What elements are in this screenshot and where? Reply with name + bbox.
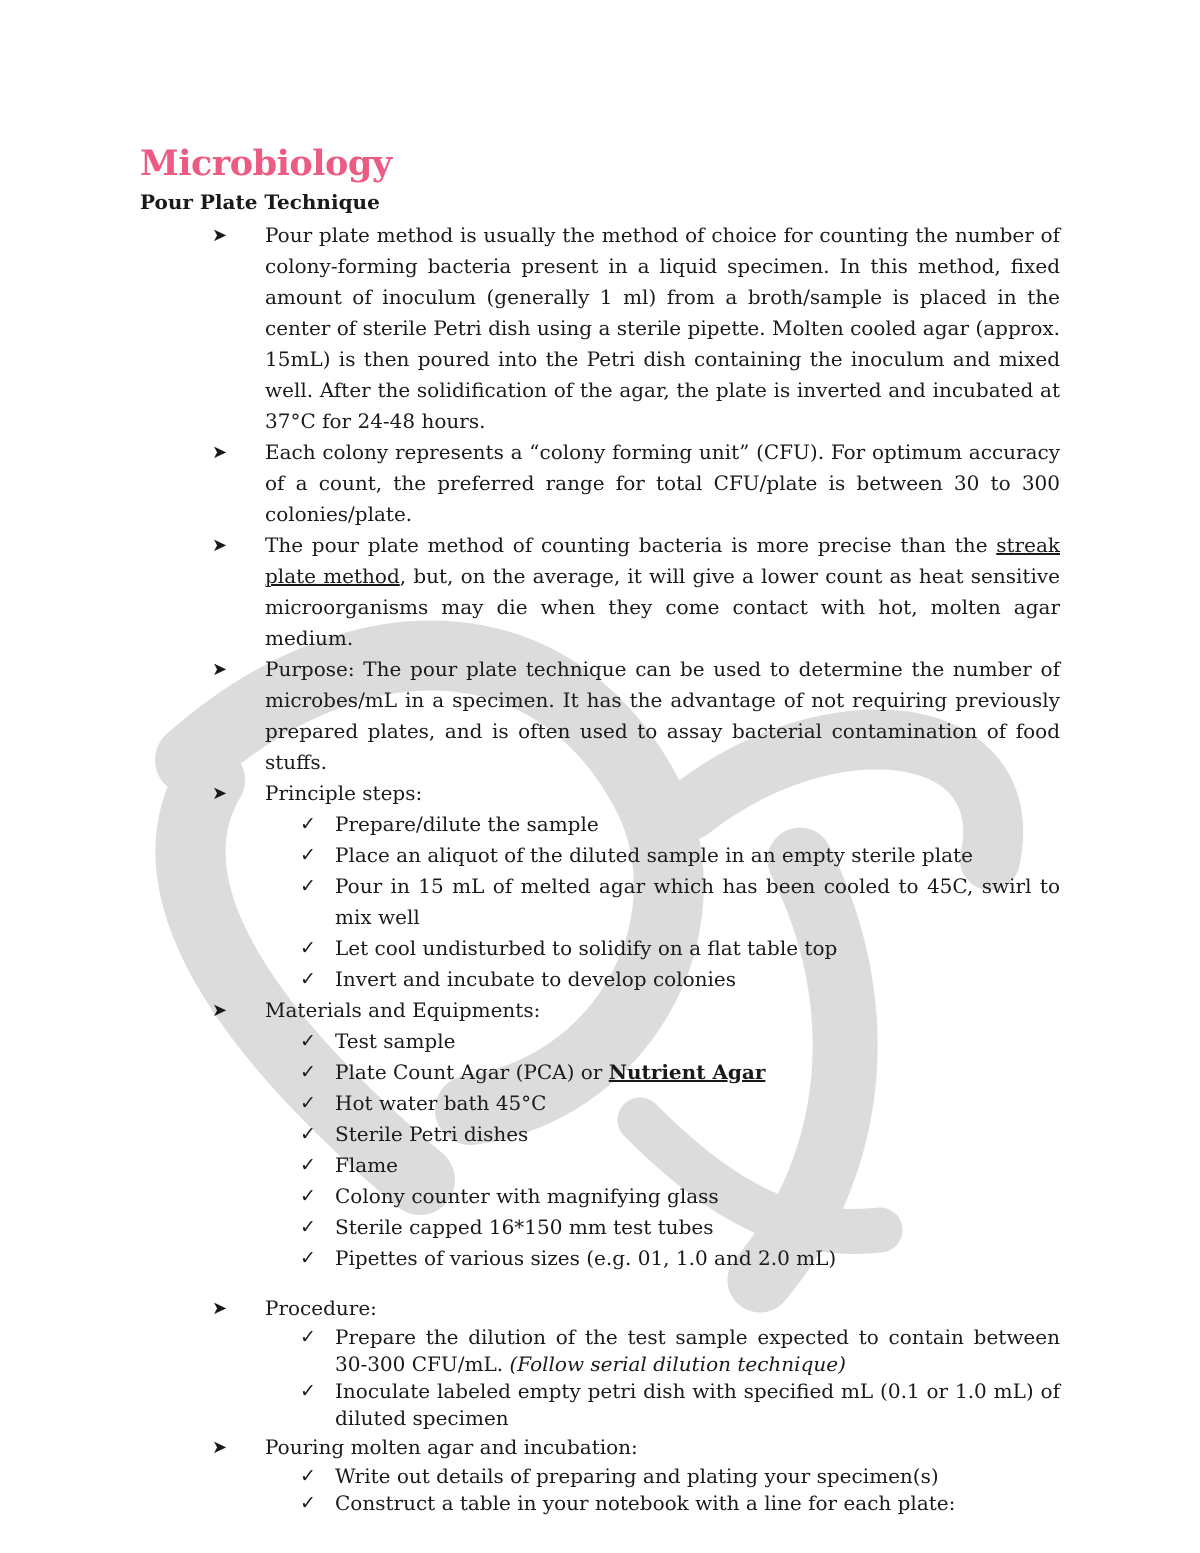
procedure-item: ✓ Inoculate labeled empty petri dish with specified mL (0.1 or 1.0 mL) of diluted specimen xyxy=(300,1379,1060,1430)
check-icon: ✓ xyxy=(300,1030,316,1052)
check-icon: ✓ xyxy=(300,1492,316,1514)
page-title: Microbiology xyxy=(140,143,392,184)
check-icon: ✓ xyxy=(300,1326,316,1348)
step-item: ✓ Let cool undisturbed to solidify on a flat table top xyxy=(140,933,1060,964)
step-item: ✓ Prepare/dilute the sample xyxy=(140,809,1060,840)
list-item xyxy=(140,778,1060,809)
list-item xyxy=(140,530,1060,654)
arrow-bullet-icon: ➤ xyxy=(212,659,228,680)
arrow-bullet-icon: ➤ xyxy=(212,1000,228,1021)
streak-plate-link[interactable]: streak plate method xyxy=(265,533,1060,588)
material-item: ✓ Hot water bath 45°C xyxy=(140,1088,1060,1119)
check-icon: ✓ xyxy=(300,813,316,835)
procedure-item: ✓ Prepare the dilution of the test sample expected to contain between 30-300 CFU/mL. (Follow serial dilution technique) xyxy=(300,1325,1060,1376)
check-icon: ✓ xyxy=(300,1092,316,1114)
pouring-item: ✓ Construct a table in your notebook with a line for each plate: xyxy=(300,1491,956,1515)
check-icon: ✓ xyxy=(300,937,316,959)
step-item: ✓ Place an aliquot of the diluted sample in an empty sterile plate xyxy=(140,840,1060,871)
material-item: ✓ Sterile Petri dishes xyxy=(140,1119,1060,1150)
check-icon: ✓ xyxy=(300,1154,316,1176)
check-icon: ✓ xyxy=(300,875,316,897)
check-icon: ✓ xyxy=(300,968,316,990)
check-icon: ✓ xyxy=(300,1216,316,1238)
arrow-bullet-icon: ➤ xyxy=(212,535,228,556)
step-item: ✓ Invert and incubate to develop colonies xyxy=(140,964,1060,995)
material-item: ✓ Pipettes of various sizes (e.g. 01, 1.0 and 2.0 mL) xyxy=(140,1243,1060,1274)
check-icon: ✓ xyxy=(300,1061,316,1083)
materials-heading: Materials and Equipments: xyxy=(265,998,541,1022)
principle-steps-heading: Principle steps: xyxy=(265,781,423,805)
check-icon: ✓ xyxy=(300,1123,316,1145)
procedure-section xyxy=(140,1293,1060,1517)
list-item xyxy=(140,437,1060,530)
spacer xyxy=(140,1274,1060,1293)
procedure-heading: Procedure: xyxy=(265,1296,377,1320)
list-item xyxy=(140,1432,1060,1463)
paragraph-text: , but, on the average, it will give a lower count as heat sensitive microorganisms may die when they come contact with hot, molten agar medium. xyxy=(265,564,1060,650)
arrow-bullet-icon: ➤ xyxy=(212,783,228,804)
list-item xyxy=(140,220,1060,437)
document-page xyxy=(140,140,1060,1517)
paragraph-text: The pour plate method of counting bacteria is more precise than the xyxy=(265,533,997,557)
step-item: ✓ Pour in 15 mL of melted agar which has been cooled to 45C, swirl to mix well xyxy=(140,871,1060,933)
nutrient-agar-link[interactable]: Nutrient Agar xyxy=(608,1060,766,1084)
check-icon: ✓ xyxy=(300,1465,316,1487)
paragraph-text: Purpose: The pour plate technique can be used to determine the number of microbes/mL in a specimen. It has the advantage of not requiring previously prepared plates, and is often used to assay bacterial contamination of food stuffs. xyxy=(265,657,1060,774)
arrow-bullet-icon: ➤ xyxy=(212,225,228,246)
section-subtitle: Pour Plate Technique xyxy=(140,190,380,214)
material-item: ✓ Sterile capped 16*150 mm test tubes xyxy=(140,1212,1060,1243)
material-item: ✓ Flame xyxy=(140,1150,1060,1181)
list-item xyxy=(140,654,1060,778)
check-icon: ✓ xyxy=(300,844,316,866)
list-item xyxy=(140,1293,1060,1324)
material-item: ✓ Plate Count Agar (PCA) or Nutrient Agar xyxy=(140,1057,1060,1088)
paragraph-text: Each colony represents a “colony forming unit” (CFU). For optimum accuracy of a count, the preferred range for total CFU/plate is between 30 to 300 colonies/plate. xyxy=(265,440,1060,526)
material-item: ✓ Test sample xyxy=(140,1026,1060,1057)
arrow-bullet-icon: ➤ xyxy=(212,442,228,463)
pouring-item: ✓ Write out details of preparing and plating your specimen(s) xyxy=(300,1464,939,1488)
check-icon: ✓ xyxy=(300,1247,316,1269)
check-icon: ✓ xyxy=(300,1380,316,1402)
material-item: ✓ Colony counter with magnifying glass xyxy=(140,1181,1060,1212)
list-item xyxy=(140,995,1060,1026)
paragraph-text: Pour plate method is usually the method of choice for counting the number of colony-forming bacteria present in a liquid specimen. In this method, fixed amount of inoculum (generally 1 ml) from a broth/sample is placed in the center of sterile Petri dish using a sterile pipette. Molten cooled agar (approx. 15mL) is then poured into the Petri dish containing the inoculum and mixed well. After the solidification of the agar, the plate is inverted and incubated at 37°C for 24-48 hours. xyxy=(265,223,1060,433)
procedure-note: (Follow serial dilution technique) xyxy=(509,1352,846,1376)
arrow-bullet-icon: ➤ xyxy=(212,1298,228,1319)
pouring-heading: Pouring molten agar and incubation: xyxy=(265,1435,638,1459)
arrow-bullet-icon: ➤ xyxy=(212,1437,228,1458)
check-icon: ✓ xyxy=(300,1185,316,1207)
